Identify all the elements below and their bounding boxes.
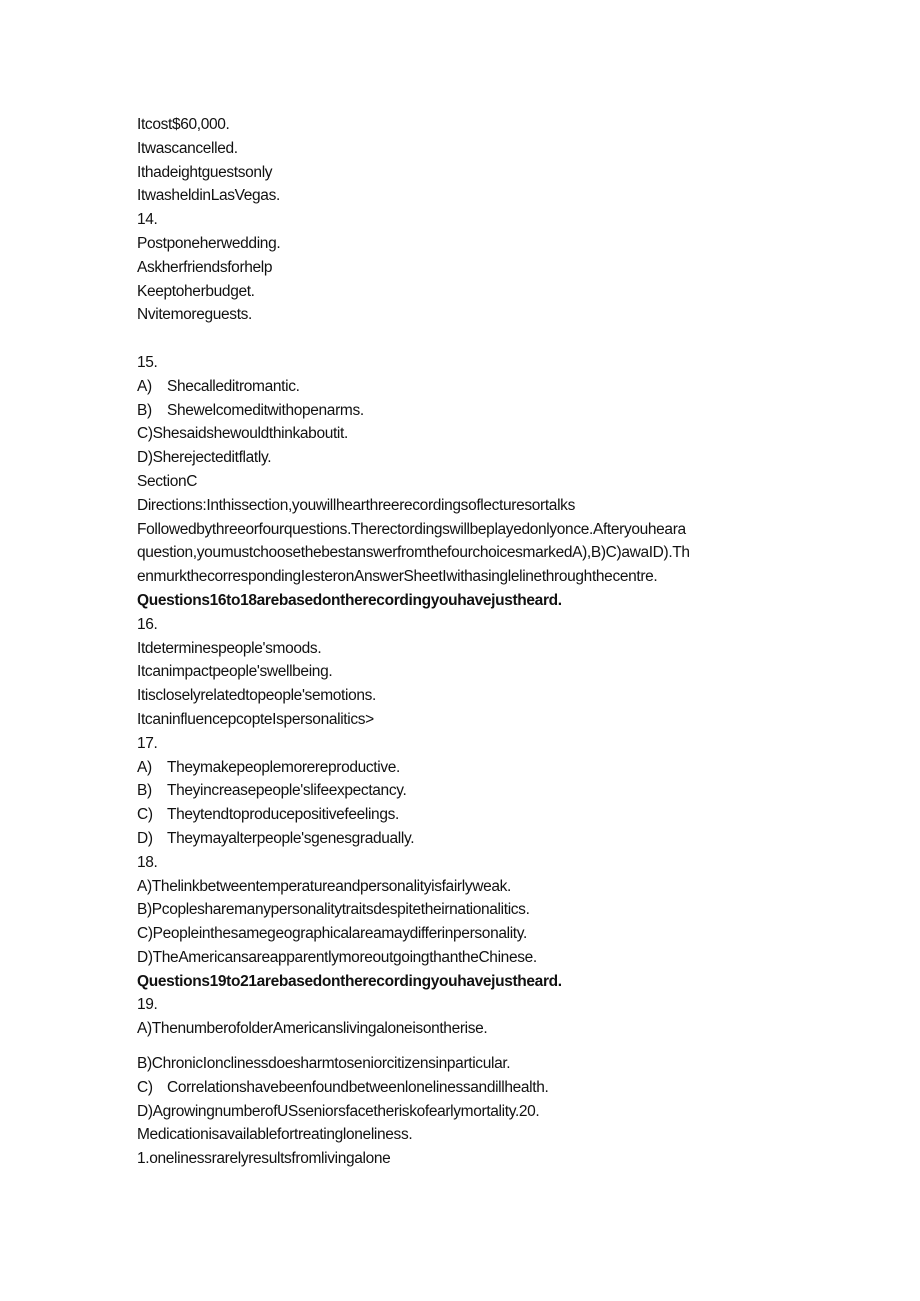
option-text: C)Shesaidshewouldthinkaboutit. [137, 425, 348, 443]
option-text: Correlationshavebeenfoundbetweenlonelinessandillhealth. [167, 1078, 549, 1096]
option-text: B)ChronicIonclinessdoesharmtoseniorcitizensinparticular. [137, 1055, 511, 1073]
option-line [137, 399, 797, 423]
option-line [137, 803, 797, 827]
option-text: A)Thelinkbetweentemperatureandpersonalityisfairlyweak. [137, 877, 511, 895]
option-letter: B) [137, 782, 152, 800]
option-text: Ithadeightguestsonly [137, 163, 273, 181]
option-letter: A) [137, 377, 152, 395]
option-text: ItwasheldinLasVegas. [137, 187, 280, 205]
option-text: Itcost$60,000. [137, 116, 230, 133]
option-text: A)ThenumberofolderAmericanslivingaloneisontherise. [137, 1020, 488, 1038]
option-text: C)Peopleinthesamegeographicalareamaydifferinpersonality. [137, 925, 527, 943]
directions-text: question,youmustchoosethebestanswerfromthefourchoicesmarkedA),B)C)awaID).Th [137, 544, 690, 562]
questions-heading: Questions16to18arebasedontherecordingyouhavejustheard. [137, 591, 562, 609]
option-text: Askherfriendsforhelp [137, 258, 273, 276]
option-text: Keeptoherbudget. [137, 282, 255, 300]
option-text: D)AgrowingnumberofUSseniorsfacetheriskofearlymortality.20. [137, 1102, 540, 1120]
section-title: SectionC [137, 472, 198, 490]
option-text: Medicationisavailablefortreatingloneliness. [137, 1126, 413, 1144]
option-text: Itwascancelled. [137, 139, 238, 157]
option-line [137, 779, 797, 803]
option-text: D)Sherejecteditflatly. [137, 449, 272, 467]
option-text: Shewelcomeditwithopenarms. [167, 401, 364, 419]
option-line [137, 1076, 797, 1100]
option-text: Itdeterminespeople'smoods. [137, 639, 322, 657]
directions-text: Followedbythreeorfourquestions.Therectordingswillbeplayedonlyonce.Afteryouheara [137, 520, 686, 538]
option-text: Theymakepeoplemorereproductive. [167, 758, 400, 776]
option-text: Itcanimpactpeople'swellbeing. [137, 663, 333, 681]
option-text: Theymayalterpeople'sgenesgradually. [167, 829, 415, 847]
option-text: 1.onelinessrarelyresultsfromlivingalone [137, 1150, 391, 1168]
option-line [137, 756, 797, 780]
question-number: 15. [137, 353, 158, 371]
option-letter: C) [137, 1078, 153, 1096]
option-text: Nvitemoreguests. [137, 306, 253, 324]
option-letter: D) [137, 829, 153, 847]
document-page [137, 113, 797, 1171]
blank-line [137, 327, 797, 351]
option-letter: C) [137, 806, 153, 824]
question-number: 18. [137, 853, 158, 871]
questions-heading: Questions19to21arebasedontherecordingyouhavejustheard. [137, 972, 562, 990]
option-letter: B) [137, 401, 152, 419]
question-number: 16. [137, 615, 158, 633]
directions-text: Directions:Inthissection,youwillhearthreerecordingsoflecturesortalks [137, 496, 575, 514]
option-text: Itiscloselyrelatedtopeople'semotions. [137, 687, 377, 705]
option-text: D)TheAmericansareapparentlymoreoutgoingthantheChinese. [137, 948, 537, 966]
option-text: Postponeherwedding. [137, 234, 281, 252]
question-number: 19. [137, 996, 158, 1014]
option-line [137, 375, 797, 399]
option-text: ItcaninfluencepcopteIspersonalitics> [137, 710, 374, 728]
question-number: 17. [137, 734, 158, 752]
option-text: Shecalleditromantic. [167, 377, 300, 395]
option-text: B)Pcoplesharemanypersonalitytraitsdespitetheirnationalitics. [137, 901, 530, 919]
option-text: Theyincreasepeople'slifeexpectancy. [167, 782, 407, 800]
question-number: 14. [137, 211, 158, 229]
option-line [137, 827, 797, 851]
option-text: Theytendtoproducepositivefeelings. [167, 806, 399, 824]
option-letter: A) [137, 758, 152, 776]
directions-text: enmurkthecorrespondingIesteronAnswerSheetIwithasinglelinethroughthecentre. [137, 568, 658, 586]
